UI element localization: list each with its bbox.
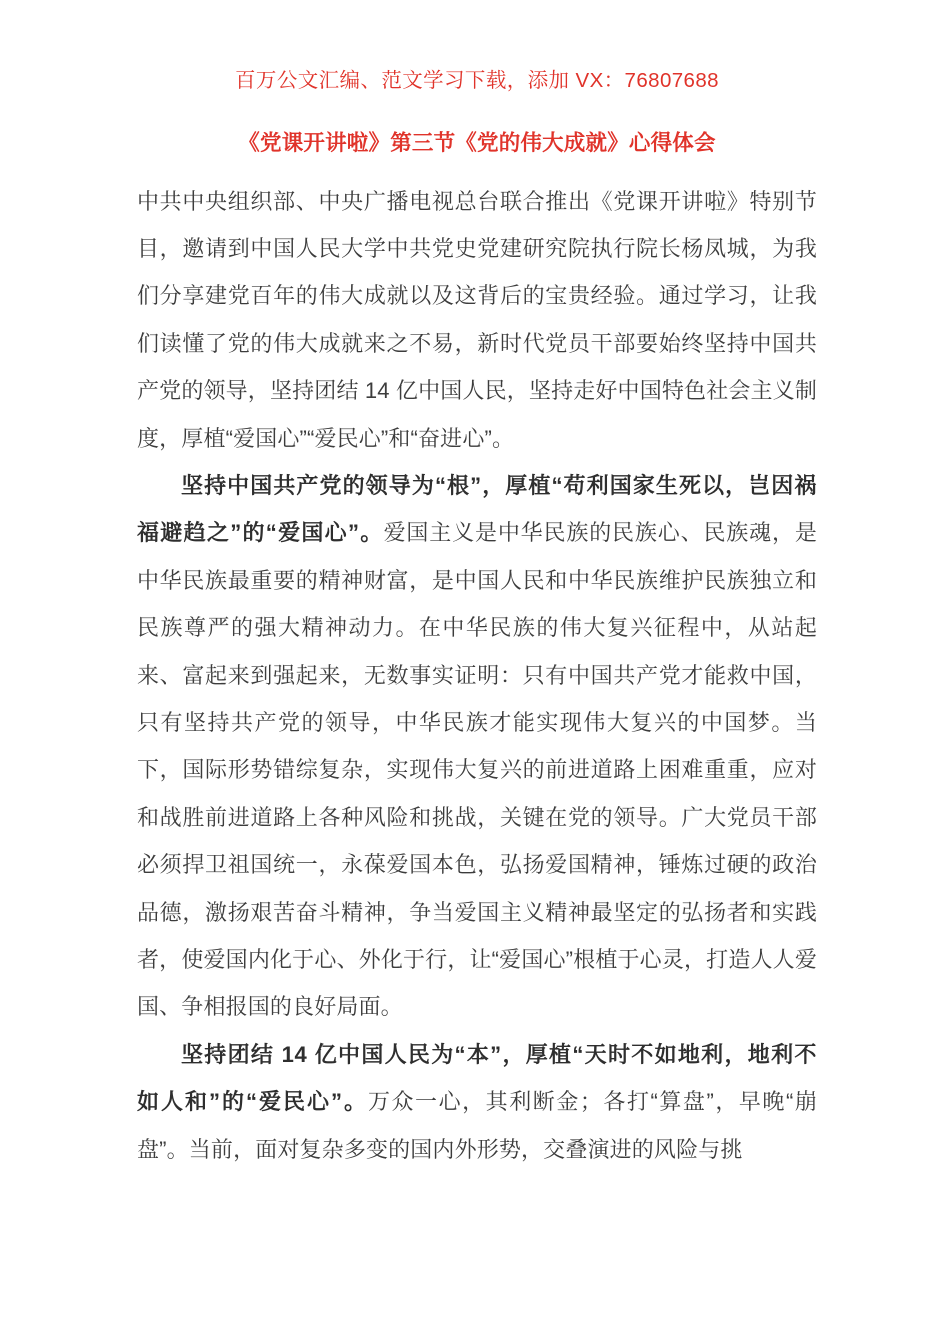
paragraph-section-1 xyxy=(137,462,817,1031)
page-title: 《党课开讲啦》第三节《党的伟大成就》心得体会 xyxy=(238,130,716,155)
page-body xyxy=(137,0,817,1173)
paragraph-section-2-lead: 坚持团结 14 亿中国人民为“本”，厚植“天时不如地利，地利不如人和”的“爱民心”。 xyxy=(137,1041,817,1115)
paragraph-section-1-text: 爱国主义是中华民族的民族心、民族魂，是中华民族最重要的精神财富，是中国人民和中华民族维护民族独立和民族尊严的强大精神动力。在中华民族的伟大复兴征程中，从站起来、富起来到强起来，无数事实证明：只有中国共产党才能救中国，只有坚持共产党的领导，中华民族才能实现伟大复兴的中国梦。当下，国际形势错综复杂，实现伟大复兴的前进道路上困难重重，应对和战胜前进道路上各种风险和挑战，关键在党的领导。广大党员干部必须捍卫祖国统一，永葆爱国本色，弘扬爱国精神，锤炼过硬的政治品德，激扬艰苦奋斗精神，争当爱国主义精神最坚定的弘扬者和实践者，使爱国内化于心、外化于行，让“爱国心”根植于心灵，打造人人爱国、争相报国的良好局面。 xyxy=(137,520,817,1020)
paragraph-intro-text: 中共中央组织部、中央广播电视总台联合推出《党课开讲啦》特别节目，邀请到中国人民大学中共党史党建研究院执行院长杨凤城，为我们分享建党百年的伟大成就以及这背后的宝贵经验。通过学习，让我们读懂了党的伟大成就来之不易，新时代党员干部要始终坚持中国共产党的领导，坚持团结 14 亿中国人民，坚持走好中国特色社会主义制度，厚植“爱国心”“爱民心”和“奋进心”。 xyxy=(137,188,817,451)
promo-header: 百万公文汇编、范文学习下载，添加 VX：76807688 xyxy=(235,69,719,92)
paragraph-intro xyxy=(137,178,817,462)
paragraph-section-1-lead: 坚持中国共产党的领导为“根”，厚植“苟利国家生死以，岂因祸福避趋之”的“爱国心”。 xyxy=(137,473,817,546)
paragraph-section-2-text: 万众一心，其利断金；各打“算盘”，早晚“崩盘”。当前，面对复杂多变的国内外形势，交叠演进的风险与挑 xyxy=(137,1089,817,1162)
paragraph-section-2 xyxy=(137,1031,817,1173)
